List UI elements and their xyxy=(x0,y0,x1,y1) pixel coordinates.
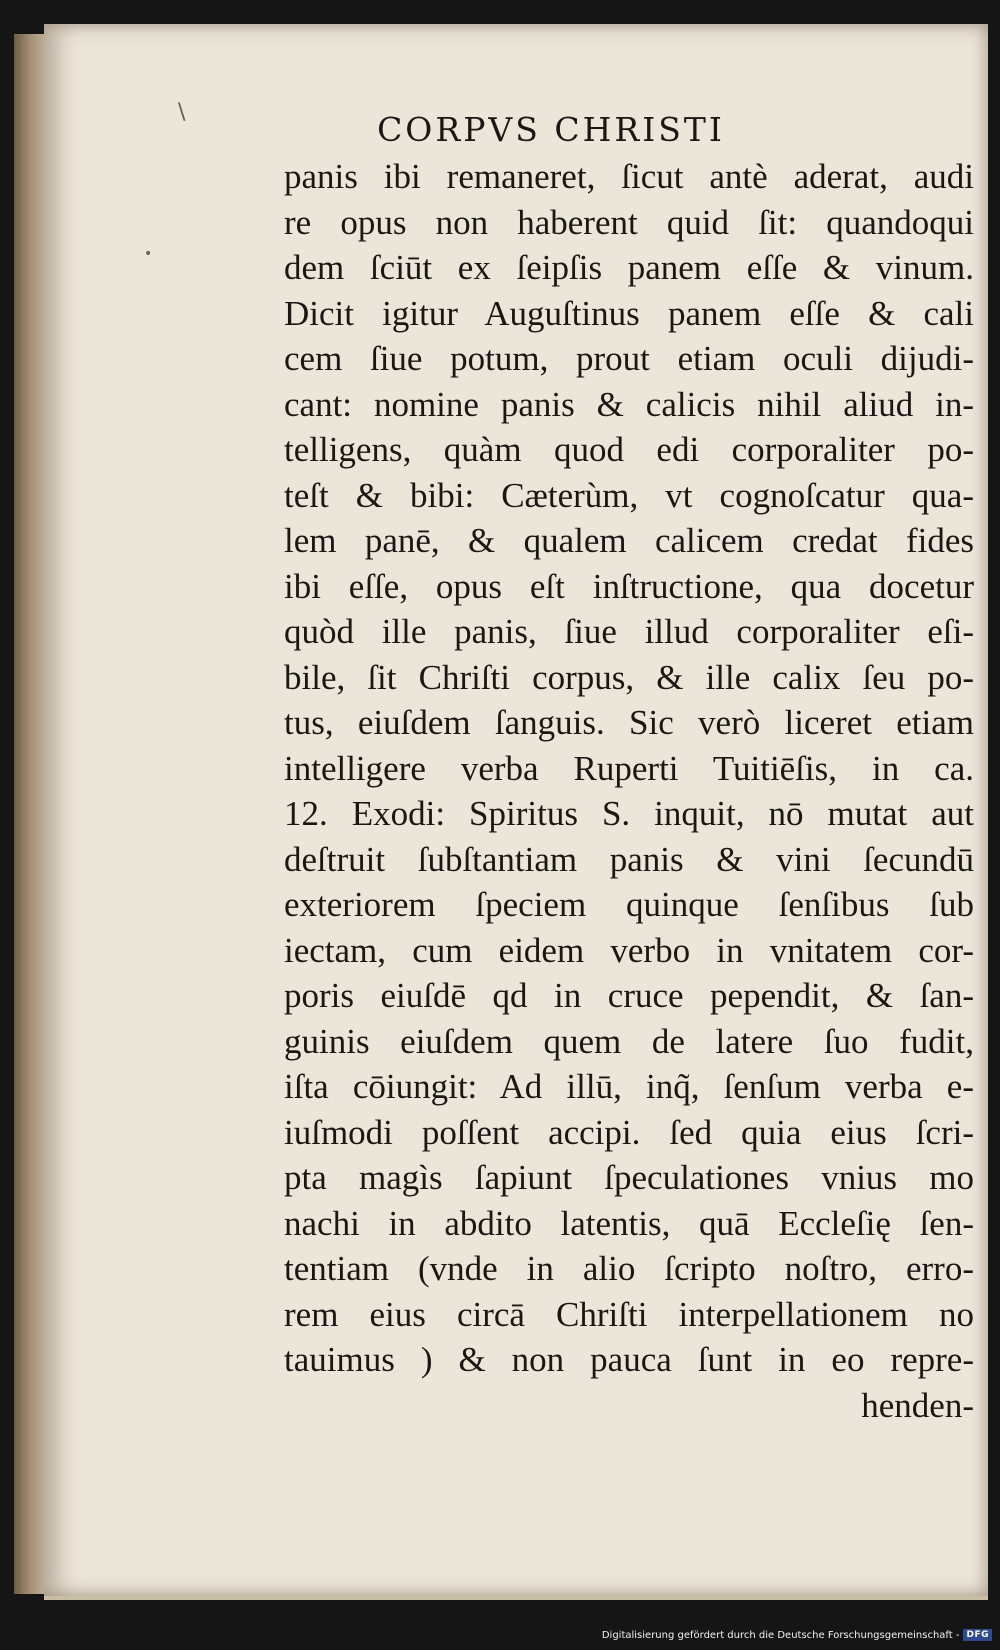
ink-speck: \ xyxy=(178,100,186,125)
text-line: ibi eſſe, opus eſt inſtructione, qua docetur xyxy=(284,566,974,606)
ink-speck: • xyxy=(144,246,153,262)
text-line: intelligere verba Ruperti Tuitiēſis, in ca. xyxy=(284,748,974,788)
text-line: poris eiuſdē qd in cruce pependit, & ſan- xyxy=(284,976,974,1015)
text-line: deſtruit ſubſtantiam panis & vini ſecundū xyxy=(284,839,974,879)
text-line: telligens, quàm quod edi corporaliter po- xyxy=(284,430,974,469)
text-line: panis ibi remaneret, ſicut antè aderat, audi xyxy=(284,157,974,196)
text-line: bile, ſit Chriſti corpus, & ille calix ſeu po- xyxy=(284,657,974,697)
text-line: 12. Exodi: Spiritus S. inquit, nō mutat aut xyxy=(284,794,974,833)
dfg-logo-icon: DFG xyxy=(963,1629,992,1641)
text-line: Dicit igitur Auguſtinus panem eſſe & cali xyxy=(284,293,974,333)
body-text xyxy=(284,154,974,1428)
text-line: pta magìs ſapiunt ſpeculationes vnius mo xyxy=(284,1158,974,1197)
text-line: tentiam (vnde in alio ſcripto noſtro, erro- xyxy=(284,1249,974,1288)
text-line: iuſmodi poſſent accipi. ſed quia eius ſcri- xyxy=(284,1112,974,1152)
text-line: exteriorem ſpeciem quinque ſenſibus ſub xyxy=(284,885,974,924)
running-head: CORPVS CHRISTI xyxy=(377,110,725,149)
text-line: cem ſiue potum, prout etiam oculi dijudi- xyxy=(284,339,974,378)
page-sheet xyxy=(44,24,988,1600)
text-line: nachi in abdito latentis, quā Eccleſię ſen- xyxy=(284,1203,974,1243)
text-line: rem eius circā Chriſti interpellationem no xyxy=(284,1294,974,1334)
text-line: re opus non haberent quid ſit: quandoqui xyxy=(284,202,974,242)
digitization-credit xyxy=(602,1626,992,1644)
text-line: teſt & bibi: Cæterùm, vt cognoſcatur qua- xyxy=(284,475,974,515)
text-line: tauimus ) & non pauca ſunt in eo repre- xyxy=(284,1340,974,1379)
text-line: guinis eiuſdem quem de latere ſuo fudit, xyxy=(284,1021,974,1061)
catchword: henden- xyxy=(861,1385,974,1425)
text-line: iſta cōiungit: Ad illū, inq̃, ſenſum verba e- xyxy=(284,1067,974,1106)
text-line: iectam, cum eidem verbo in vnitatem cor- xyxy=(284,930,974,970)
text-line: tus, eiuſdem ſanguis. Sic verò liceret etiam xyxy=(284,703,974,742)
text-line: lem panē, & qualem calicem credat fides xyxy=(284,521,974,560)
text-line: quòd ille panis, ſiue illud corporaliter eſi- xyxy=(284,612,974,651)
credit-text: Digitalisierung gefördert durch die Deutsche Forschungsgemeinschaft - xyxy=(601,1629,960,1641)
text-line: cant: nomine panis & calicis nihil aliud in- xyxy=(284,384,974,424)
text-line: dem ſciūt ex ſeipſis panem eſſe & vinum. xyxy=(284,248,974,287)
